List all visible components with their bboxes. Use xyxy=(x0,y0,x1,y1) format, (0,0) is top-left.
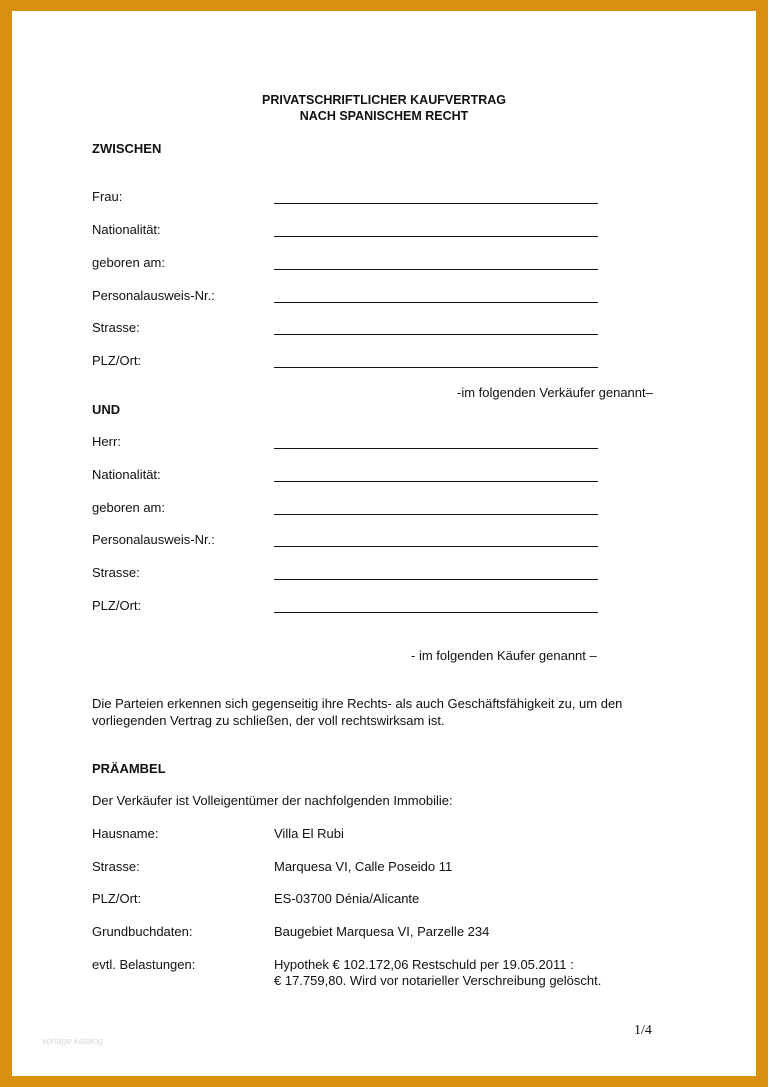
seller-field-label: geboren am: xyxy=(92,255,165,270)
preamble-heading: PRÄAMBEL xyxy=(92,761,166,776)
buyer-field-label: Personalausweis-Nr.: xyxy=(92,532,215,547)
seller-field-line[interactable] xyxy=(274,334,598,335)
property-label: PLZ/Ort: xyxy=(92,891,142,906)
property-label: Hausname: xyxy=(92,826,159,841)
page-number: 1/4 xyxy=(634,1023,652,1038)
heading-zwischen: ZWISCHEN xyxy=(92,141,162,156)
buyer-field-label: PLZ/Ort: xyxy=(92,598,142,613)
buyer-note: - im folgenden Käufer genannt – xyxy=(411,648,597,663)
seller-field-line[interactable] xyxy=(274,302,598,303)
property-value: Marquesa VI, Calle Poseido 11 xyxy=(274,859,453,874)
document-title xyxy=(0,92,768,124)
watermark-text: vorlage katalog xyxy=(42,1036,104,1046)
seller-field-line[interactable] xyxy=(274,367,598,368)
property-value: Hypothek € 102.172,06 Restschuld per 19.05.2011 : xyxy=(274,957,574,972)
buyer-field-line[interactable] xyxy=(274,448,598,449)
buyer-field-label: Nationalität: xyxy=(92,467,161,482)
seller-note: -im folgenden Verkäufer genannt– xyxy=(457,385,653,400)
title-line-2: NACH SPANISCHEM RECHT xyxy=(299,109,469,123)
seller-field-line[interactable] xyxy=(274,236,598,237)
buyer-field-label: geboren am: xyxy=(92,500,165,515)
preamble-intro: Der Verkäufer ist Volleigentümer der nachfolgenden Immobilie: xyxy=(92,793,453,808)
property-label: evtl. Belastungen: xyxy=(92,957,196,972)
seller-field-label: Nationalität: xyxy=(92,222,161,237)
buyer-field-line[interactable] xyxy=(274,481,598,482)
property-value-continued: € 17.759,80. Wird vor notarieller Verschreibung gelöscht. xyxy=(274,973,602,988)
seller-field-label: Personalausweis-Nr.: xyxy=(92,288,215,303)
buyer-field-label: Herr: xyxy=(92,434,121,449)
seller-field-line[interactable] xyxy=(274,203,598,204)
seller-field-label: Frau: xyxy=(92,189,123,204)
seller-field-label: PLZ/Ort: xyxy=(92,353,142,368)
heading-und: UND xyxy=(92,402,121,417)
title-line-1: PRIVATSCHRIFTLICHER KAUFVERTRAG xyxy=(262,93,506,107)
property-label: Grundbuchdaten: xyxy=(92,924,193,939)
property-value: ES-03700 Dénia/Alicante xyxy=(274,891,420,906)
seller-field-label: Strasse: xyxy=(92,320,140,335)
buyer-field-line[interactable] xyxy=(274,514,598,515)
buyer-field-line[interactable] xyxy=(274,546,598,547)
parties-paragraph: Die Parteien erkennen sich gegenseitig ihre Rechts- als auch Geschäftsfähigkeit zu, um den vorliegenden Vertrag zu schließen, der voll rechtswirksam ist. xyxy=(92,696,623,728)
property-label: Strasse: xyxy=(92,859,140,874)
property-value: Baugebiet Marquesa VI, Parzelle 234 xyxy=(274,924,490,939)
buyer-field-line[interactable] xyxy=(274,579,598,580)
buyer-field-label: Strasse: xyxy=(92,565,140,580)
property-value: Villa El Rubi xyxy=(274,826,344,841)
seller-field-line[interactable] xyxy=(274,269,598,270)
buyer-field-line[interactable] xyxy=(274,612,598,613)
